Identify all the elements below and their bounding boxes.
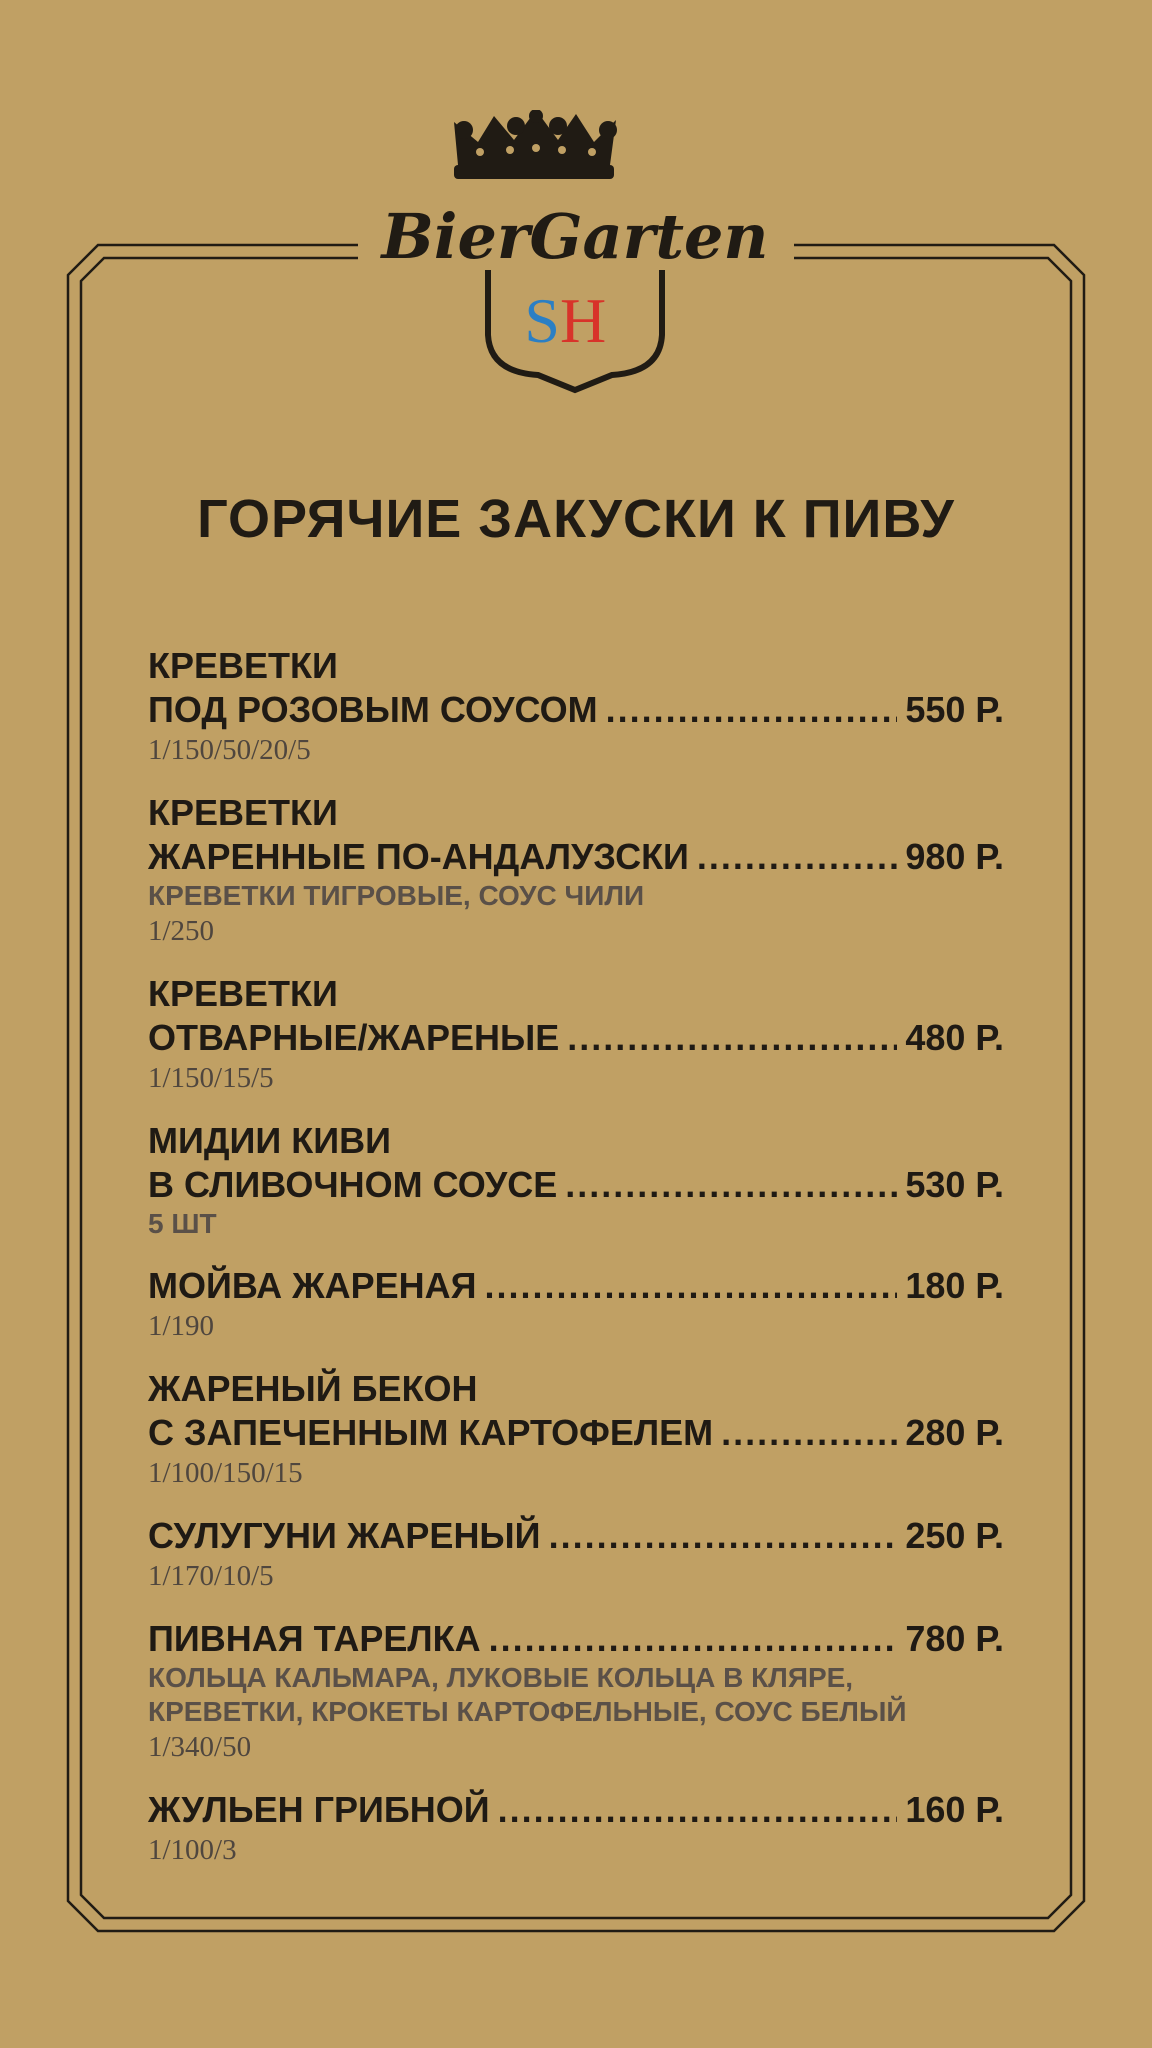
- menu-item: [148, 1367, 1004, 1491]
- item-price-row: [148, 1788, 1004, 1832]
- item-weight: 1/100/3: [148, 1834, 237, 1866]
- item-price-row: [148, 1163, 1004, 1207]
- item-name: ЖАРЕННЫЕ ПО-АНДАЛУЗСКИ: [148, 836, 689, 877]
- item-weight: 1/150/50/20/5: [148, 734, 311, 766]
- menu-item: [148, 1788, 1004, 1868]
- item-price-row: [148, 1514, 1004, 1558]
- item-price: 250 Р.: [905, 1515, 1004, 1556]
- dot-leader: [489, 1617, 898, 1661]
- item-name: ЖУЛЬЕН ГРИБНОЙ: [148, 1789, 490, 1830]
- item-price: 160 Р.: [905, 1789, 1004, 1830]
- dot-leader: [498, 1788, 898, 1832]
- monogram-s: S: [524, 285, 560, 356]
- dot-leader: [606, 688, 898, 732]
- item-price: 180 Р.: [905, 1265, 1004, 1306]
- item-name: В СЛИВОЧНОМ СОУСЕ: [148, 1164, 558, 1205]
- item-description: КРЕВЕТКИ ТИГРОВЫЕ, СОУС ЧИЛИ: [148, 880, 645, 911]
- item-name-line1: МИДИИ КИВИ: [148, 1120, 391, 1161]
- item-weight: 1/100/150/15: [148, 1457, 303, 1489]
- dot-leader: [721, 1411, 897, 1455]
- item-name-line1: КРЕВЕТКИ: [148, 973, 338, 1014]
- item-weight: 1/170/10/5: [148, 1560, 274, 1592]
- dot-leader: [549, 1514, 898, 1558]
- item-weight: 1/150/15/5: [148, 1062, 274, 1094]
- item-weight: 1/250: [148, 915, 215, 947]
- item-price: 780 Р.: [905, 1618, 1004, 1659]
- item-name-line1: ЖАРЕНЫЙ БЕКОН: [148, 1368, 478, 1409]
- item-name: ПИВНАЯ ТАРЕЛКА: [148, 1618, 481, 1659]
- item-name: ОТВАРНЫЕ/ЖАРЕНЫЕ: [148, 1017, 560, 1058]
- dot-leader: [567, 1016, 897, 1060]
- item-description: КРЕВЕТКИ, КРОКЕТЫ КАРТОФЕЛЬНЫЕ, СОУС БЕЛЫЙ: [148, 1696, 907, 1727]
- item-price-row: [148, 1617, 1004, 1661]
- item-name: СУЛУГУНИ ЖАРЕНЫЙ: [148, 1515, 541, 1556]
- item-description: 5 ШТ: [148, 1208, 217, 1239]
- biergarten-logo: [370, 110, 780, 400]
- menu-item: [148, 1514, 1004, 1594]
- monogram-h: H: [560, 285, 607, 356]
- menu-item: [148, 1617, 1004, 1765]
- item-price-row: [148, 835, 1004, 879]
- item-price-row: [148, 688, 1004, 732]
- dot-leader: [697, 835, 897, 879]
- menu-item: [148, 1264, 1004, 1344]
- item-price: 980 Р.: [905, 836, 1004, 877]
- item-price: 280 Р.: [905, 1412, 1004, 1453]
- menu-list: [148, 644, 1004, 1891]
- item-price-row: [148, 1016, 1004, 1060]
- item-weight: 1/340/50: [148, 1731, 252, 1763]
- menu-item: [148, 972, 1004, 1096]
- item-name-line1: КРЕВЕТКИ: [148, 645, 338, 686]
- dot-leader: [485, 1264, 898, 1308]
- item-name: ПОД РОЗОВЫМ СОУСОМ: [148, 689, 598, 730]
- page-title: ГОРЯЧИЕ ЗАКУСКИ К ПИВУ: [197, 489, 955, 549]
- item-name: С ЗАПЕЧЕННЫМ КАРТОФЕЛЕМ: [148, 1412, 714, 1453]
- item-price: 530 Р.: [905, 1164, 1004, 1205]
- item-name: МОЙВА ЖАРЕНАЯ: [148, 1265, 477, 1306]
- item-name-line1: КРЕВЕТКИ: [148, 792, 338, 833]
- item-price: 550 Р.: [905, 689, 1004, 730]
- item-description: КОЛЬЦА КАЛЬМАРА, ЛУКОВЫЕ КОЛЬЦА В КЛЯРЕ,: [148, 1662, 854, 1693]
- item-weight: 1/190: [148, 1310, 215, 1342]
- menu-item: [148, 644, 1004, 768]
- item-price: 480 Р.: [905, 1017, 1004, 1058]
- item-price-row: [148, 1411, 1004, 1455]
- dot-leader: [565, 1163, 897, 1207]
- menu-item: [148, 1119, 1004, 1241]
- menu-item: [148, 791, 1004, 949]
- item-price-row: [148, 1264, 1004, 1308]
- brand-name: BierGarten: [381, 200, 769, 273]
